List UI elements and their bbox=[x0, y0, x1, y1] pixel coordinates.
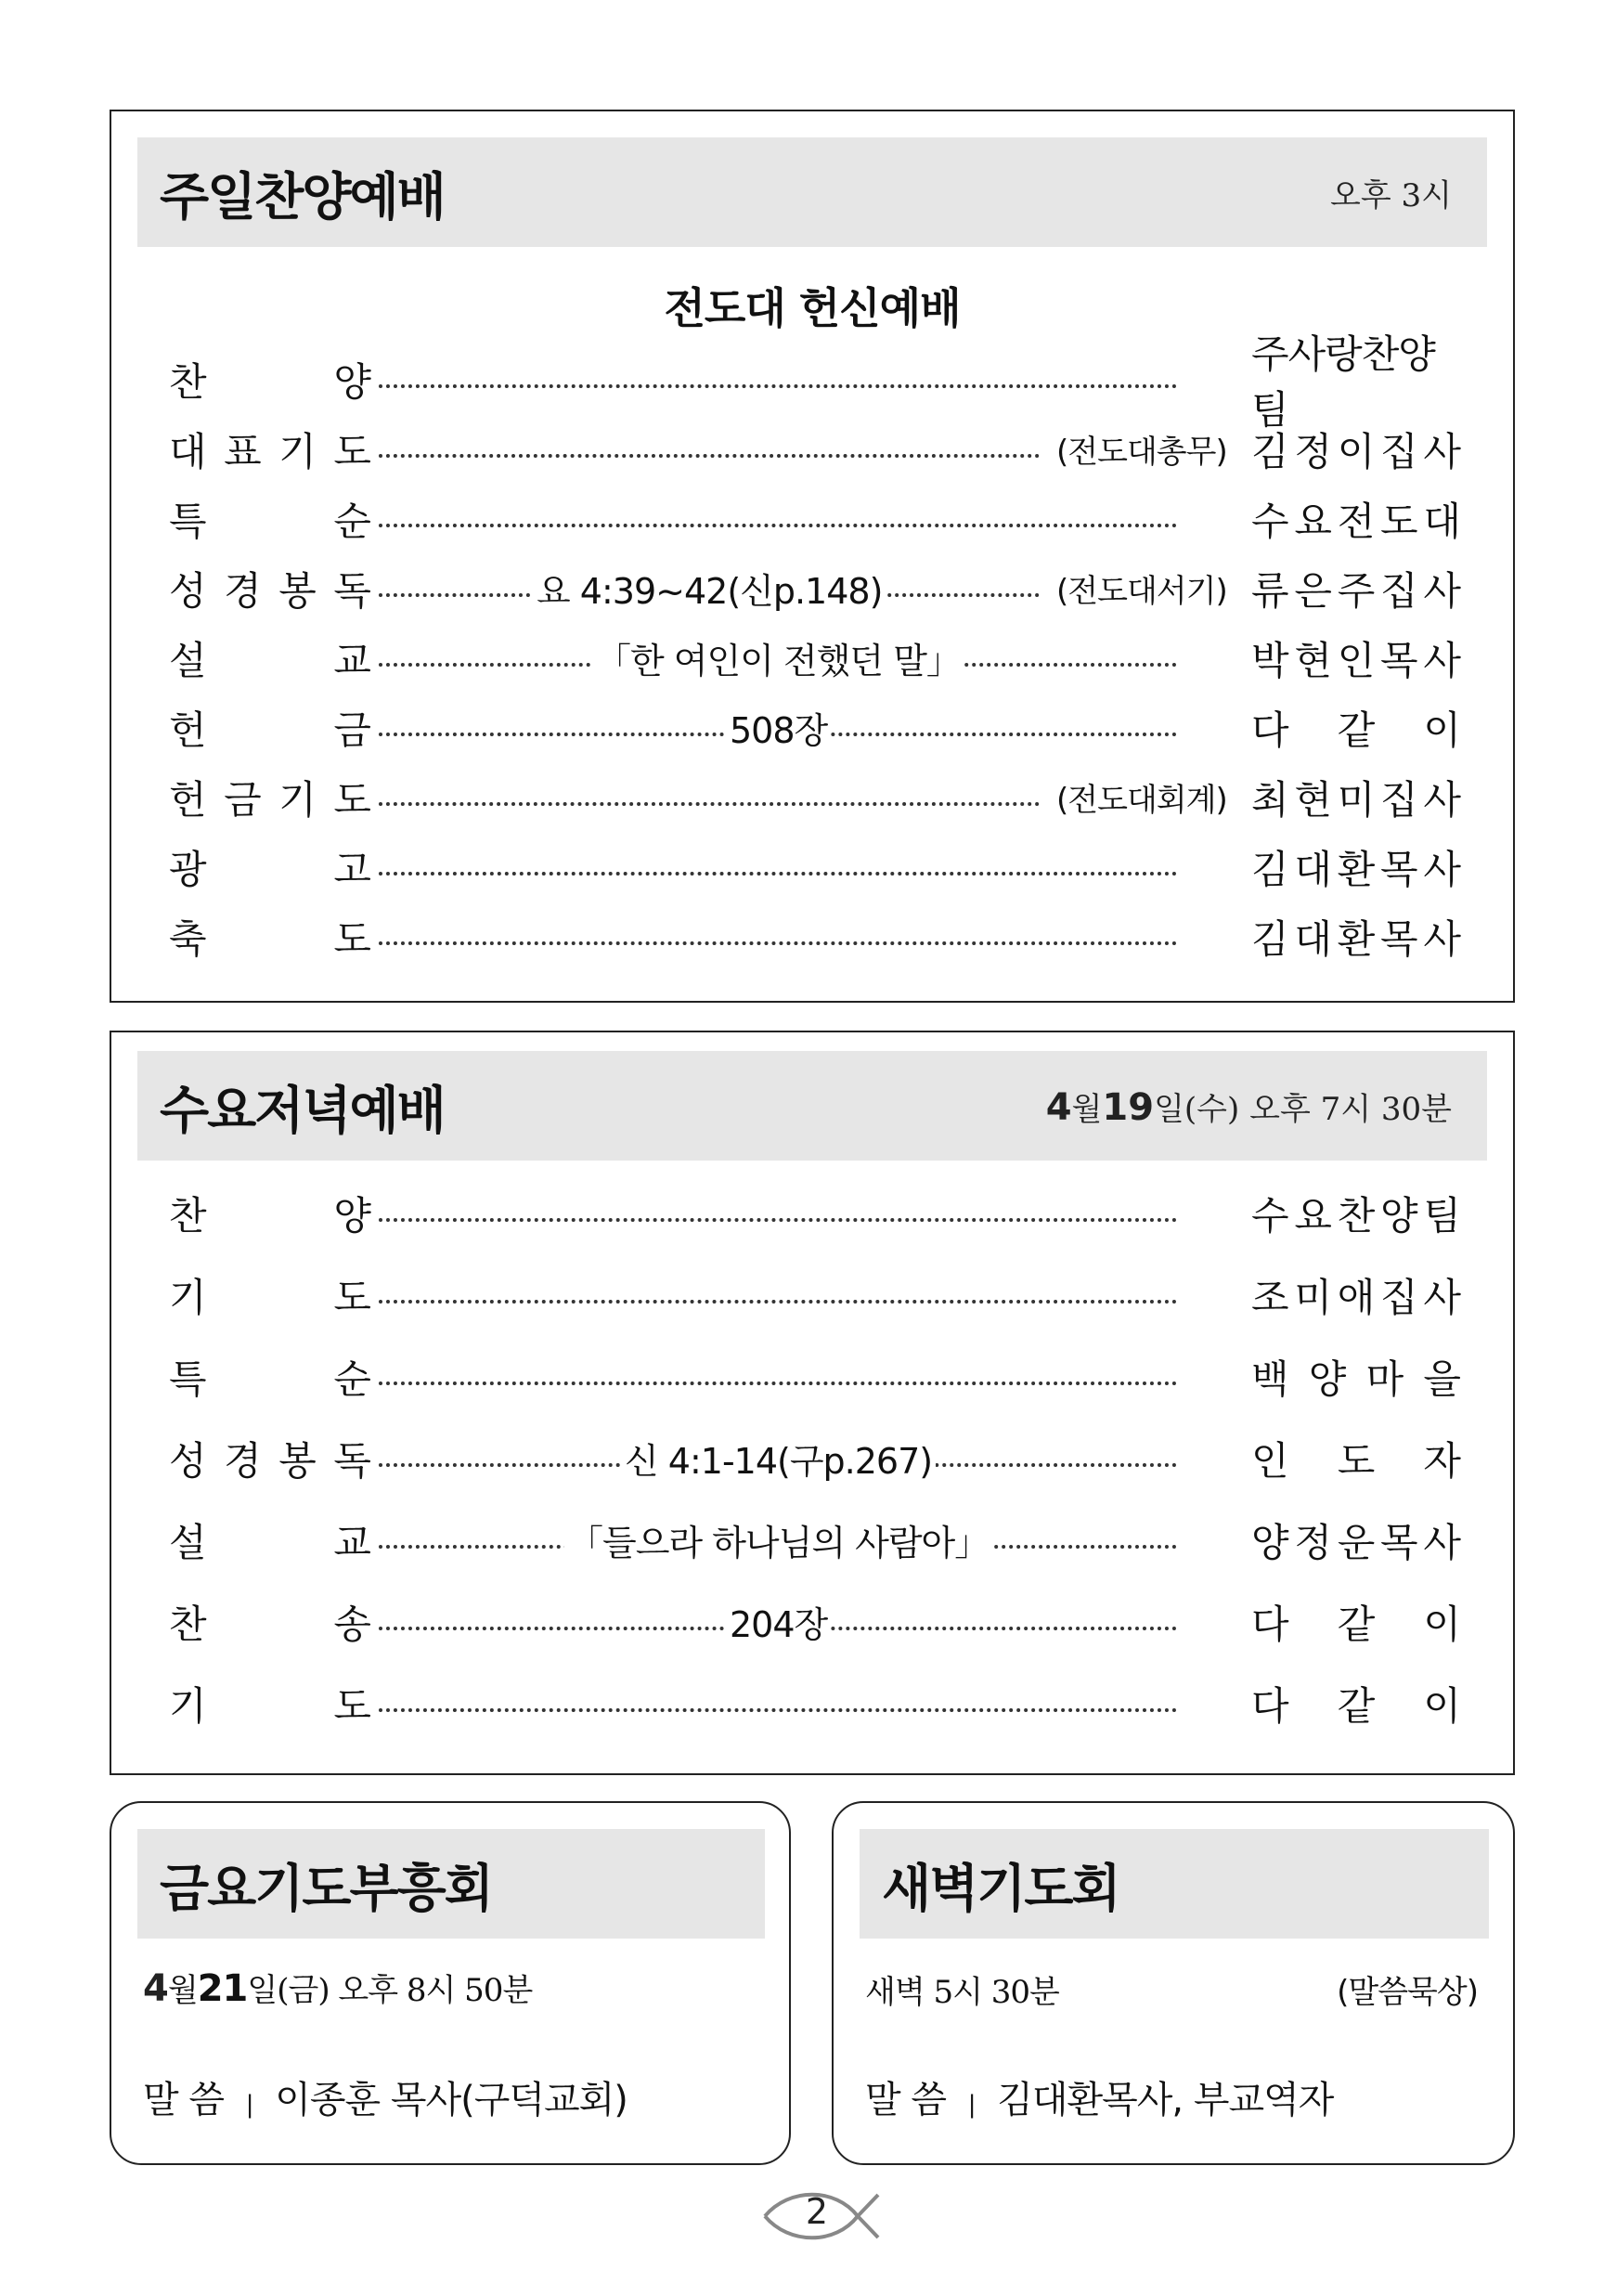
order-note: (전도대서기) bbox=[1056, 573, 1227, 610]
page-number: 2 bbox=[805, 2191, 829, 2232]
order-role: 성 경 봉 독 bbox=[169, 568, 371, 614]
order-note: (전도대총무) bbox=[1056, 434, 1227, 471]
order-role: 찬 양 bbox=[169, 1193, 371, 1239]
order-detail: 204장 bbox=[726, 1597, 831, 1653]
order-person: 수 요 전 도 대 bbox=[1251, 499, 1461, 544]
wednesday-service-time: 4월19일(수) 오후 7시 30분 bbox=[1045, 1085, 1452, 1129]
dotted-leader bbox=[379, 1708, 1177, 1712]
order-person: 김 대 환 목 사 bbox=[1251, 847, 1461, 892]
order-role: 찬 양 bbox=[169, 359, 371, 405]
order-detail: 「들으라 하나님의 사람아」 bbox=[564, 1515, 992, 1571]
order-row bbox=[111, 912, 1513, 967]
sunday-service-box bbox=[110, 110, 1515, 1003]
order-detail: 「한 여인이 전했던 말」 bbox=[592, 633, 964, 689]
order-row bbox=[111, 1352, 1513, 1407]
order-row bbox=[111, 494, 1513, 550]
order-person: 인 도 자 bbox=[1251, 1438, 1461, 1484]
friday-prayer-header bbox=[137, 1829, 765, 1939]
friday-prayer-speaker: 말 씀 | 이종훈 목사(구덕교회) bbox=[143, 2079, 627, 2121]
dawn-prayer-box bbox=[832, 1801, 1515, 2165]
dotted-leader bbox=[379, 1300, 1177, 1304]
friday-prayer-title: 금요기도부흥회 bbox=[160, 1858, 492, 1918]
order-role: 기 도 bbox=[169, 1275, 371, 1320]
order-person: 주사랑찬양팀 bbox=[1251, 331, 1435, 433]
order-detail: 요 4:39~42(신p.148) bbox=[533, 564, 886, 619]
order-person: 양 정 운 목 사 bbox=[1251, 1520, 1461, 1565]
order-role: 헌 금 기 도 bbox=[169, 777, 371, 823]
order-role: 성 경 봉 독 bbox=[169, 1438, 371, 1484]
order-person: 최 현 미 집 사 bbox=[1251, 777, 1461, 823]
order-person: 류 은 주 집 사 bbox=[1251, 568, 1461, 614]
dawn-prayer-time: 새벽 5시 30분 bbox=[865, 1974, 1059, 2011]
order-role: 특 순 bbox=[169, 499, 371, 544]
wednesday-service-title: 수요저녁예배 bbox=[160, 1080, 445, 1140]
dawn-prayer-speaker: 말 씀 | 김대환목사, 부교역자 bbox=[865, 2079, 1334, 2121]
order-role: 헌 금 bbox=[169, 707, 371, 753]
sunday-service-subtitle: 전도대 헌신예배 bbox=[664, 283, 961, 333]
order-row bbox=[111, 1270, 1513, 1326]
dotted-leader bbox=[379, 524, 1177, 527]
order-role: 특 순 bbox=[169, 1356, 371, 1402]
order-row bbox=[111, 424, 1513, 480]
order-role: 찬 송 bbox=[169, 1602, 371, 1647]
order-role: 기 도 bbox=[169, 1683, 371, 1729]
page-number-fish bbox=[761, 2184, 882, 2249]
dotted-leader bbox=[379, 941, 1177, 945]
dawn-prayer-title: 새벽기도회 bbox=[882, 1858, 1119, 1918]
order-detail: 508장 bbox=[726, 703, 831, 759]
wednesday-service-header bbox=[137, 1051, 1487, 1161]
order-person: 김 정 이 집 사 bbox=[1251, 429, 1461, 474]
dotted-leader bbox=[379, 1381, 1177, 1385]
order-person: 김 대 환 목 사 bbox=[1251, 916, 1461, 962]
order-row bbox=[111, 1433, 1513, 1489]
order-note: (전도대회계) bbox=[1056, 782, 1227, 819]
friday-prayer-box bbox=[110, 1801, 791, 2165]
order-role: 광 고 bbox=[169, 847, 371, 892]
dawn-prayer-note: (말씀묵상) bbox=[1337, 1974, 1478, 2011]
order-row bbox=[111, 772, 1513, 828]
order-role: 대 표 기 도 bbox=[169, 429, 371, 474]
order-person: 다 같 이 bbox=[1251, 1602, 1461, 1647]
dotted-leader bbox=[379, 384, 1177, 388]
dawn-prayer-header bbox=[860, 1829, 1489, 1939]
order-person: 박 현 인 목 사 bbox=[1251, 638, 1461, 683]
order-row bbox=[111, 1515, 1513, 1571]
sunday-service-time: 오후 3시 bbox=[1330, 176, 1452, 214]
dotted-leader bbox=[379, 802, 1040, 806]
order-row bbox=[111, 564, 1513, 619]
order-role: 설 교 bbox=[169, 638, 371, 683]
order-person: 수 요 찬 양 팀 bbox=[1251, 1193, 1461, 1239]
sunday-service-header bbox=[137, 137, 1487, 247]
friday-prayer-time: 4월21일(금) 오후 8시 50분 bbox=[143, 1967, 533, 2010]
order-person: 백 양 마 을 bbox=[1251, 1356, 1461, 1402]
sunday-service-title: 주일찬양예배 bbox=[160, 166, 445, 227]
order-person: 다 같 이 bbox=[1251, 707, 1461, 753]
order-person: 조 미 애 집 사 bbox=[1251, 1275, 1461, 1320]
order-detail: 신 4:1-14(구p.267) bbox=[621, 1433, 936, 1489]
order-person: 다 같 이 bbox=[1251, 1683, 1461, 1729]
order-row bbox=[111, 1188, 1513, 1244]
order-row bbox=[111, 331, 1513, 433]
dotted-leader bbox=[379, 1218, 1177, 1222]
order-row bbox=[111, 633, 1513, 689]
order-row bbox=[111, 842, 1513, 898]
order-role: 축 도 bbox=[169, 916, 371, 962]
order-role: 설 교 bbox=[169, 1520, 371, 1565]
dotted-leader bbox=[379, 872, 1177, 876]
order-row bbox=[111, 703, 1513, 759]
order-row bbox=[111, 1679, 1513, 1734]
order-row bbox=[111, 1597, 1513, 1653]
wednesday-service-box bbox=[110, 1031, 1515, 1775]
dotted-leader bbox=[379, 454, 1040, 458]
